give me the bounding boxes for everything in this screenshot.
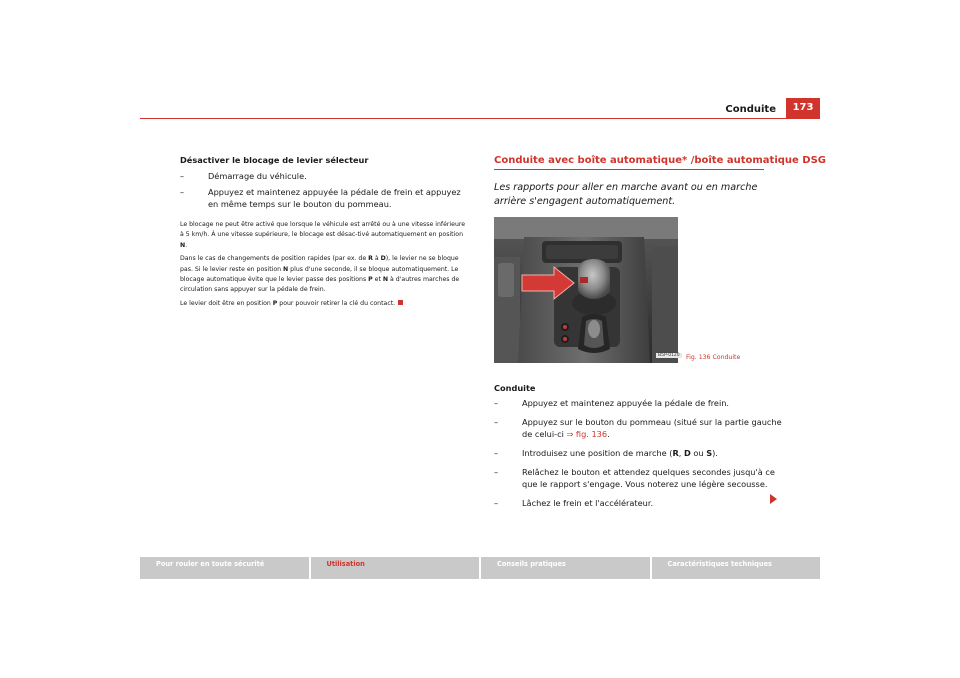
right-column — [494, 154, 826, 509]
subheading-selector-lock: Désactiver le blocage de levier sélecteur — [180, 155, 369, 165]
bullet-text: Démarrage du véhicule. — [208, 171, 307, 181]
note-paragraph: Le levier doit être en position P pour pouvoir retirer la clé du contact. — [180, 299, 470, 309]
step-text: Appuyez et maintenez appuyée la pédale de frein. — [522, 398, 730, 408]
footer-tab-technical-specs[interactable]: Caractéristiques techniques — [652, 557, 821, 579]
lead-text: Les rapports pour aller en marche avant ou en marche arrière s'engagent automatiquement. — [494, 182, 758, 207]
bullet-item — [180, 170, 470, 182]
step-text: Appuyez sur le bouton du pommeau (situé sur la partie gauche de celui-ci — [522, 417, 782, 439]
step-text: Relâchez le bouton et attendez quelques secondes jusqu'à ce que le rapport s'engage. Vous noterez une légère secousse. — [522, 467, 775, 489]
footer-nav — [140, 557, 820, 579]
page-section-title: Conduite — [725, 104, 776, 115]
bullet-dash: – — [180, 187, 185, 197]
step-item — [494, 497, 784, 509]
bullet-dash: – — [494, 398, 499, 408]
step-item: – Introduisez une position de marche (R, D ou S). — [494, 448, 718, 458]
end-of-section-marker — [398, 300, 403, 305]
section-heading: Conduite avec boîte automatique* /boîte automatique DSG — [494, 154, 764, 170]
note-paragraph: Le blocage ne peut être activé que lorsque le véhicule est arrêté ou à une vitesse inférieure à 5 km/h. À une vitesse supérieure, le blocage est désac-tivé automatiquement en position N. — [180, 221, 466, 249]
footer-tab-usage[interactable]: Utilisation — [311, 557, 480, 579]
next-page-arrow-icon[interactable] — [770, 494, 777, 504]
bullet-dash: – — [494, 467, 499, 477]
bullet-dash: – — [180, 171, 185, 181]
page-number: 173 — [786, 98, 820, 118]
footer-tab-safety[interactable]: Pour rouler en toute sécurité — [140, 557, 309, 579]
bullet-dash: – — [494, 448, 499, 458]
gear-selector-illustration — [494, 217, 678, 363]
steps-heading: Conduite — [494, 383, 536, 393]
bullet-dash: – — [494, 417, 499, 427]
footer-tab-practical-tips[interactable]: Conseils pratiques — [481, 557, 650, 579]
figure-code: B5P-0120 — [658, 353, 680, 358]
step-text: Lâchez le frein et l'accélérateur. — [522, 498, 654, 508]
bullet-dash: – — [494, 498, 499, 508]
bullet-text: Appuyez et maintenez appuyée la pédale de frein et appuyez en même temps sur le bouton du pommeau. — [208, 187, 461, 209]
figure-caption: Fig. 136 Conduite — [686, 354, 741, 361]
step-item: – Appuyez sur le bouton du pommeau (situé sur la partie gauche de celui-ci ⇒ fig. 136. — [494, 417, 782, 439]
step-item — [494, 466, 784, 490]
step-item — [494, 397, 784, 409]
figure-reference-link[interactable]: ⇒ fig. 136 — [566, 429, 608, 439]
left-column — [180, 154, 470, 309]
note-paragraph: Dans le cas de changements de position rapides (par ex. de R à D), le levier ne se bloque pas. Si le levier reste en position N plus d'une seconde, il se bloque automatiquement. Le blocage automatique évite que le levier passe des positions P et N à d'autres marches de circulation sans appuyer sur la pédale de frein. — [180, 255, 460, 294]
bullet-item — [180, 186, 470, 210]
header-rule — [140, 118, 820, 119]
gear-selector-photo — [494, 217, 678, 363]
figure — [494, 217, 784, 363]
